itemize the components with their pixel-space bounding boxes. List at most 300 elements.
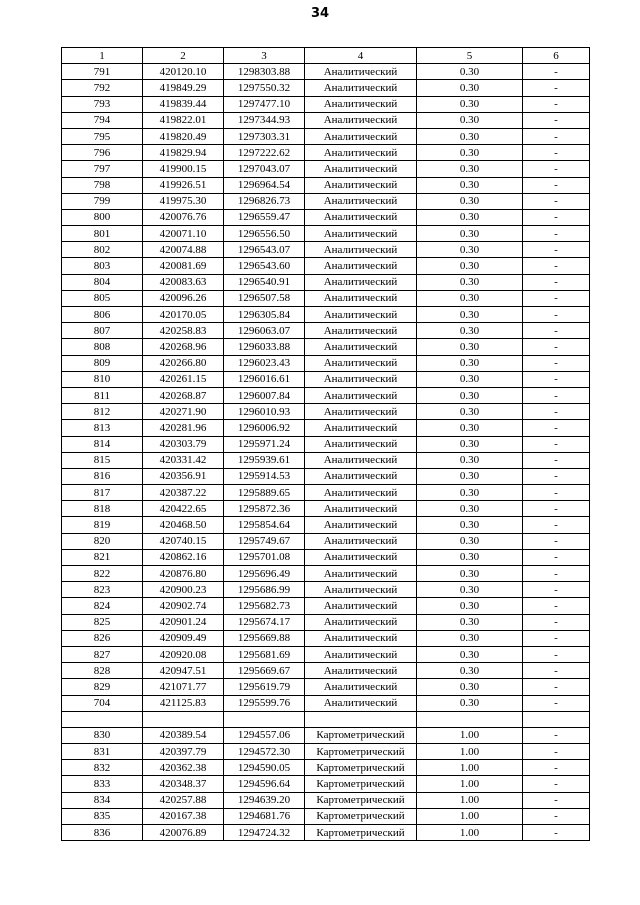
column-header: 3 [224,48,305,64]
note-cell: - [523,436,590,452]
table-row [62,307,590,323]
x-coordinate-cell: 420303.79 [143,436,224,452]
y-coordinate-cell: 1296023.43 [224,355,305,371]
point-number-cell: 805 [62,290,143,306]
y-coordinate-cell: 1296010.93 [224,404,305,420]
method-cell: Аналитический [305,339,417,355]
point-number-cell: 834 [62,792,143,808]
x-coordinate-cell: 420076.76 [143,209,224,225]
point-number-cell: 813 [62,420,143,436]
x-coordinate-cell: 419822.01 [143,112,224,128]
y-coordinate-cell: 1296826.73 [224,193,305,209]
x-coordinate-cell: 420258.83 [143,323,224,339]
accuracy-cell: 0.30 [417,582,523,598]
point-number-cell: 824 [62,598,143,614]
page-number: 34 [310,6,330,21]
table-row [62,64,590,80]
empty-cell [417,711,523,727]
method-cell: Аналитический [305,614,417,630]
accuracy-cell: 0.30 [417,436,523,452]
y-coordinate-cell: 1295749.67 [224,533,305,549]
table-row [62,274,590,290]
y-coordinate-cell: 1298303.88 [224,64,305,80]
method-cell: Аналитический [305,323,417,339]
x-coordinate-cell: 420074.88 [143,242,224,258]
table-row [62,468,590,484]
accuracy-cell: 0.30 [417,566,523,582]
point-number-cell: 823 [62,582,143,598]
point-number-cell: 814 [62,436,143,452]
method-cell: Аналитический [305,161,417,177]
note-cell: - [523,420,590,436]
accuracy-cell: 0.30 [417,452,523,468]
table-row [62,695,590,711]
table-row [62,776,590,792]
accuracy-cell: 0.30 [417,226,523,242]
table-row [62,355,590,371]
point-number-cell: 811 [62,387,143,403]
method-cell: Аналитический [305,258,417,274]
x-coordinate-cell: 419839.44 [143,96,224,112]
accuracy-cell: 0.30 [417,533,523,549]
accuracy-cell: 0.30 [417,501,523,517]
table-row [62,808,590,824]
note-cell: - [523,64,590,80]
note-cell: - [523,808,590,824]
x-coordinate-cell: 420261.15 [143,371,224,387]
point-number-cell: 829 [62,679,143,695]
accuracy-cell: 0.30 [417,274,523,290]
point-number-cell: 796 [62,145,143,161]
y-coordinate-cell: 1294724.32 [224,825,305,841]
x-coordinate-cell: 420356.91 [143,468,224,484]
y-coordinate-cell: 1296016.61 [224,371,305,387]
y-coordinate-cell: 1295696.49 [224,566,305,582]
method-cell: Аналитический [305,355,417,371]
method-cell: Аналитический [305,193,417,209]
note-cell: - [523,371,590,387]
point-number-cell: 826 [62,630,143,646]
x-coordinate-cell: 420096.26 [143,290,224,306]
x-coordinate-cell: 420947.51 [143,663,224,679]
empty-cell [523,711,590,727]
point-number-cell: 797 [62,161,143,177]
x-coordinate-cell: 420268.96 [143,339,224,355]
accuracy-cell: 0.30 [417,468,523,484]
table-row [62,582,590,598]
note-cell: - [523,679,590,695]
note-cell: - [523,744,590,760]
note-cell: - [523,128,590,144]
point-number-cell: 793 [62,96,143,112]
note-cell: - [523,776,590,792]
point-number-cell: 803 [62,258,143,274]
note-cell: - [523,96,590,112]
y-coordinate-cell: 1295681.69 [224,646,305,662]
point-number-cell: 807 [62,323,143,339]
point-number-cell: 792 [62,80,143,96]
accuracy-cell: 0.30 [417,193,523,209]
table-row [62,598,590,614]
table-row [62,452,590,468]
note-cell: - [523,161,590,177]
note-cell: - [523,387,590,403]
header-row [62,48,590,64]
accuracy-cell: 0.30 [417,355,523,371]
y-coordinate-cell: 1295686.99 [224,582,305,598]
method-cell: Аналитический [305,64,417,80]
y-coordinate-cell: 1297303.31 [224,128,305,144]
x-coordinate-cell: 420397.79 [143,744,224,760]
point-number-cell: 825 [62,614,143,630]
x-coordinate-cell: 420281.96 [143,420,224,436]
method-cell: Аналитический [305,80,417,96]
y-coordinate-cell: 1295889.65 [224,485,305,501]
note-cell: - [523,485,590,501]
x-coordinate-cell: 419900.15 [143,161,224,177]
table-row [62,533,590,549]
accuracy-cell: 1.00 [417,760,523,776]
point-number-cell: 828 [62,663,143,679]
note-cell: - [523,792,590,808]
note-cell: - [523,404,590,420]
x-coordinate-cell: 420331.42 [143,452,224,468]
note-cell: - [523,145,590,161]
point-number-cell: 806 [62,307,143,323]
accuracy-cell: 0.30 [417,679,523,695]
y-coordinate-cell: 1294557.06 [224,727,305,743]
accuracy-cell: 0.30 [417,258,523,274]
empty-cell [305,711,417,727]
method-cell: Аналитический [305,679,417,695]
point-number-cell: 816 [62,468,143,484]
column-header: 6 [523,48,590,64]
y-coordinate-cell: 1295674.17 [224,614,305,630]
accuracy-cell: 0.30 [417,630,523,646]
method-cell: Картометрический [305,808,417,824]
note-cell: - [523,355,590,371]
table-row [62,112,590,128]
note-cell: - [523,177,590,193]
note-cell: - [523,307,590,323]
coordinates-table [61,47,590,841]
table-row [62,323,590,339]
x-coordinate-cell: 420740.15 [143,533,224,549]
method-cell: Картометрический [305,792,417,808]
accuracy-cell: 0.30 [417,549,523,565]
x-coordinate-cell: 420468.50 [143,517,224,533]
y-coordinate-cell: 1296507.58 [224,290,305,306]
x-coordinate-cell: 420348.37 [143,776,224,792]
note-cell: - [523,614,590,630]
method-cell: Аналитический [305,663,417,679]
y-coordinate-cell: 1295669.67 [224,663,305,679]
note-cell: - [523,323,590,339]
point-number-cell: 831 [62,744,143,760]
note-cell: - [523,533,590,549]
method-cell: Аналитический [305,468,417,484]
y-coordinate-cell: 1296540.91 [224,274,305,290]
table-row [62,436,590,452]
note-cell: - [523,663,590,679]
point-number-cell: 833 [62,776,143,792]
x-coordinate-cell: 421125.83 [143,695,224,711]
table-row [62,727,590,743]
y-coordinate-cell: 1294572.30 [224,744,305,760]
accuracy-cell: 0.30 [417,387,523,403]
note-cell: - [523,646,590,662]
point-number-cell: 801 [62,226,143,242]
table-row [62,501,590,517]
note-cell: - [523,598,590,614]
y-coordinate-cell: 1296964.54 [224,177,305,193]
y-coordinate-cell: 1294590.05 [224,760,305,776]
note-cell: - [523,258,590,274]
y-coordinate-cell: 1296559.47 [224,209,305,225]
x-coordinate-cell: 420876.80 [143,566,224,582]
x-coordinate-cell: 419820.49 [143,128,224,144]
accuracy-cell: 0.30 [417,371,523,387]
column-header: 1 [62,48,143,64]
method-cell: Аналитический [305,209,417,225]
y-coordinate-cell: 1295701.08 [224,549,305,565]
method-cell: Аналитический [305,695,417,711]
empty-cell [224,711,305,727]
point-number-cell: 819 [62,517,143,533]
note-cell: - [523,290,590,306]
table-row [62,630,590,646]
y-coordinate-cell: 1295872.36 [224,501,305,517]
y-coordinate-cell: 1295669.88 [224,630,305,646]
y-coordinate-cell: 1297477.10 [224,96,305,112]
x-coordinate-cell: 420909.49 [143,630,224,646]
x-coordinate-cell: 420902.74 [143,598,224,614]
note-cell: - [523,630,590,646]
table-row [62,339,590,355]
point-number-cell: 802 [62,242,143,258]
point-number-cell: 704 [62,695,143,711]
x-coordinate-cell: 419926.51 [143,177,224,193]
table-row [62,290,590,306]
x-coordinate-cell: 419829.94 [143,145,224,161]
y-coordinate-cell: 1296007.84 [224,387,305,403]
accuracy-cell: 1.00 [417,744,523,760]
accuracy-cell: 0.30 [417,128,523,144]
y-coordinate-cell: 1295914.53 [224,468,305,484]
note-cell: - [523,339,590,355]
y-coordinate-cell: 1297222.62 [224,145,305,161]
accuracy-cell: 0.30 [417,209,523,225]
x-coordinate-cell: 420081.69 [143,258,224,274]
accuracy-cell: 0.30 [417,517,523,533]
y-coordinate-cell: 1295599.76 [224,695,305,711]
method-cell: Аналитический [305,436,417,452]
empty-cell [143,711,224,727]
empty-cell [62,711,143,727]
x-coordinate-cell: 420422.65 [143,501,224,517]
table-row [62,679,590,695]
table-row [62,792,590,808]
note-cell: - [523,226,590,242]
x-coordinate-cell: 419975.30 [143,193,224,209]
table-row [62,258,590,274]
method-cell: Аналитический [305,533,417,549]
x-coordinate-cell: 420266.80 [143,355,224,371]
method-cell: Картометрический [305,825,417,841]
point-number-cell: 809 [62,355,143,371]
x-coordinate-cell: 420271.90 [143,404,224,420]
separator-row [62,711,590,727]
note-cell: - [523,825,590,841]
point-number-cell: 820 [62,533,143,549]
accuracy-cell: 0.30 [417,646,523,662]
table-row [62,242,590,258]
y-coordinate-cell: 1296033.88 [224,339,305,355]
column-header: 5 [417,48,523,64]
note-cell: - [523,193,590,209]
note-cell: - [523,242,590,258]
note-cell: - [523,695,590,711]
method-cell: Аналитический [305,517,417,533]
note-cell: - [523,517,590,533]
accuracy-cell: 0.30 [417,96,523,112]
table-row [62,420,590,436]
table-row [62,517,590,533]
accuracy-cell: 0.30 [417,404,523,420]
table-row [62,404,590,420]
accuracy-cell: 1.00 [417,808,523,824]
method-cell: Аналитический [305,549,417,565]
x-coordinate-cell: 420076.89 [143,825,224,841]
note-cell: - [523,80,590,96]
x-coordinate-cell: 420083.63 [143,274,224,290]
method-cell: Аналитический [305,452,417,468]
point-number-cell: 818 [62,501,143,517]
accuracy-cell: 1.00 [417,792,523,808]
table-row [62,226,590,242]
accuracy-cell: 0.30 [417,323,523,339]
note-cell: - [523,582,590,598]
method-cell: Аналитический [305,290,417,306]
accuracy-cell: 1.00 [417,825,523,841]
y-coordinate-cell: 1295939.61 [224,452,305,468]
x-coordinate-cell: 420268.87 [143,387,224,403]
method-cell: Аналитический [305,566,417,582]
y-coordinate-cell: 1295971.24 [224,436,305,452]
table-row [62,209,590,225]
method-cell: Аналитический [305,177,417,193]
note-cell: - [523,566,590,582]
method-cell: Картометрический [305,760,417,776]
table-row [62,549,590,565]
method-cell: Картометрический [305,744,417,760]
y-coordinate-cell: 1294681.76 [224,808,305,824]
x-coordinate-cell: 420862.16 [143,549,224,565]
point-number-cell: 812 [62,404,143,420]
table-row [62,128,590,144]
x-coordinate-cell: 420389.54 [143,727,224,743]
method-cell: Аналитический [305,128,417,144]
method-cell: Аналитический [305,646,417,662]
method-cell: Аналитический [305,598,417,614]
table-row [62,646,590,662]
table-row [62,80,590,96]
accuracy-cell: 0.30 [417,64,523,80]
note-cell: - [523,112,590,128]
table-row [62,614,590,630]
table-row [62,387,590,403]
y-coordinate-cell: 1296006.92 [224,420,305,436]
method-cell: Аналитический [305,485,417,501]
x-coordinate-cell: 420167.38 [143,808,224,824]
accuracy-cell: 0.30 [417,420,523,436]
y-coordinate-cell: 1296543.07 [224,242,305,258]
point-number-cell: 810 [62,371,143,387]
accuracy-cell: 0.30 [417,485,523,501]
method-cell: Картометрический [305,727,417,743]
point-number-cell: 817 [62,485,143,501]
y-coordinate-cell: 1296305.84 [224,307,305,323]
method-cell: Аналитический [305,96,417,112]
table-row [62,145,590,161]
note-cell: - [523,274,590,290]
point-number-cell: 795 [62,128,143,144]
y-coordinate-cell: 1294639.20 [224,792,305,808]
point-number-cell: 821 [62,549,143,565]
accuracy-cell: 0.30 [417,307,523,323]
column-header: 4 [305,48,417,64]
y-coordinate-cell: 1297344.93 [224,112,305,128]
point-number-cell: 832 [62,760,143,776]
table-row [62,193,590,209]
y-coordinate-cell: 1294596.64 [224,776,305,792]
y-coordinate-cell: 1295619.79 [224,679,305,695]
x-coordinate-cell: 420920.08 [143,646,224,662]
method-cell: Аналитический [305,387,417,403]
note-cell: - [523,760,590,776]
method-cell: Аналитический [305,404,417,420]
table-row [62,371,590,387]
y-coordinate-cell: 1296543.60 [224,258,305,274]
method-cell: Аналитический [305,274,417,290]
accuracy-cell: 0.30 [417,290,523,306]
note-cell: - [523,727,590,743]
method-cell: Аналитический [305,420,417,436]
point-number-cell: 830 [62,727,143,743]
x-coordinate-cell: 420071.10 [143,226,224,242]
method-cell: Аналитический [305,226,417,242]
y-coordinate-cell: 1296556.50 [224,226,305,242]
point-number-cell: 798 [62,177,143,193]
table-row [62,760,590,776]
table-row [62,485,590,501]
column-header: 2 [143,48,224,64]
accuracy-cell: 0.30 [417,695,523,711]
x-coordinate-cell: 419849.29 [143,80,224,96]
x-coordinate-cell: 420901.24 [143,614,224,630]
y-coordinate-cell: 1296063.07 [224,323,305,339]
point-number-cell: 815 [62,452,143,468]
x-coordinate-cell: 420387.22 [143,485,224,501]
table-row [62,96,590,112]
method-cell: Аналитический [305,630,417,646]
note-cell: - [523,501,590,517]
accuracy-cell: 0.30 [417,80,523,96]
y-coordinate-cell: 1297550.32 [224,80,305,96]
accuracy-cell: 0.30 [417,614,523,630]
method-cell: Аналитический [305,307,417,323]
table-row [62,566,590,582]
